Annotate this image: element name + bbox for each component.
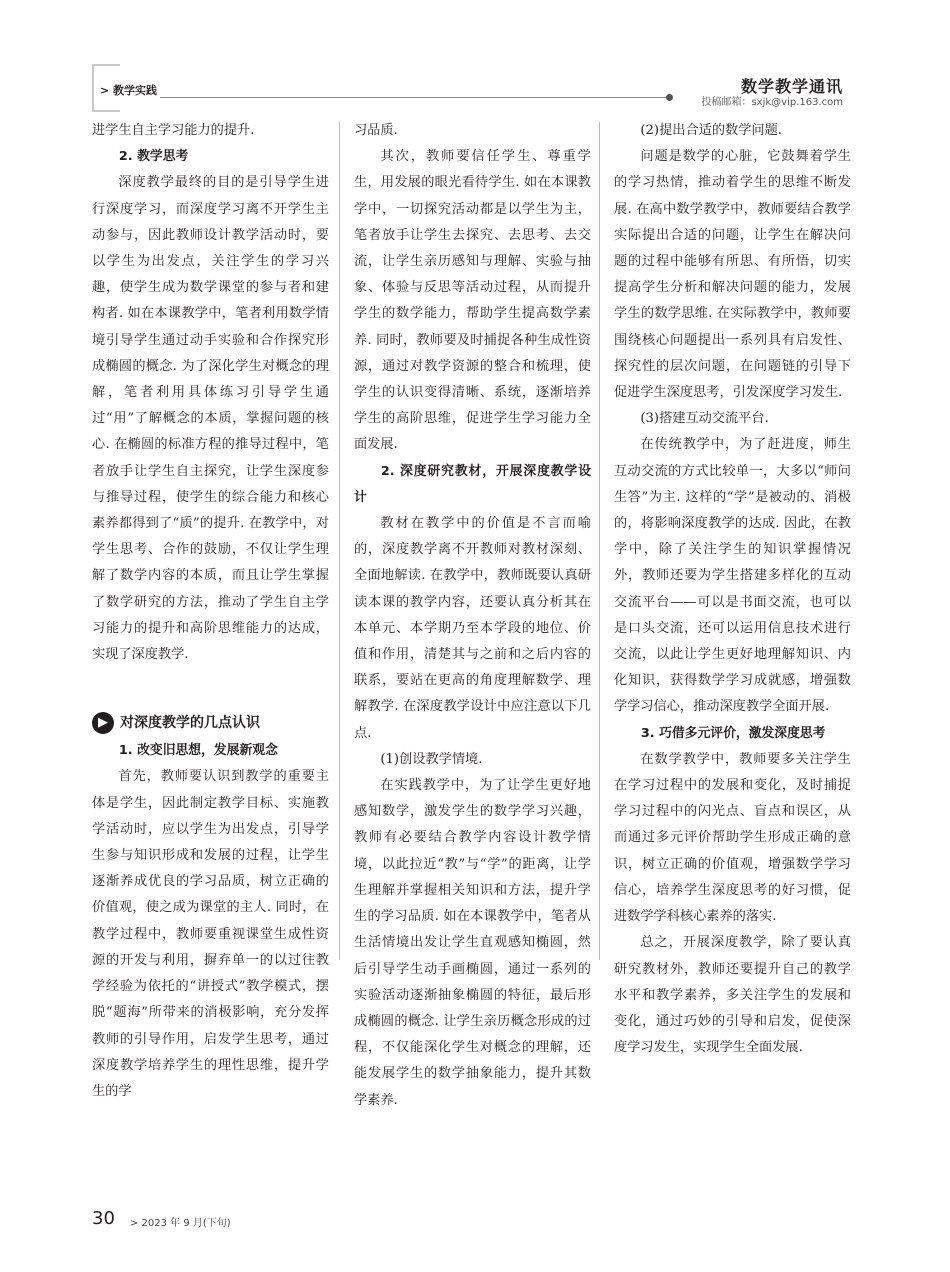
paragraph: 总之，开展深度教学，除了要认真研究教材外，教师还要提升自己的教学水平和教学素养，多关注学生的发展和变化，通过巧妙的引导和启发，促使深度学习发生，实现学生全面发展. — [614, 935, 851, 1056]
column-divider — [599, 122, 600, 960]
subheading-teaching-thinking: 2. 教学思考 — [118, 149, 189, 165]
paragraph: 问题是数学的心脏，它鼓舞着学生的学习热情，推动着学生的思维不断发展. 在高中数学教学中，教师要结合教学实际提出合适的问题，让学生在解决问题的过程中能够有所思、有所悟，切实提高学生分析和解决问题的能力，发展学生的数学思维. 在实际教学中，教师要围绕核心问题提出一系列具有启发性、探究性的层次问题，在问题链的引导下促进学生深度思考，引发深度学习发生. — [614, 149, 851, 401]
paragraph: 教材在教学中的价值是不言而喻的，深度教学离不开教师对教材深刻、全面地解读. 在教学中，教师既要认真研读本课的教学内容，还要认真分析其在本单元、本学期乃至本学段的地位、价值和作用，清楚其与之前和之后内容的联系，要站在更高的角度理解数学、理解教学. 在深度教学设计中应注意以下几点. — [354, 516, 591, 741]
paragraph: (3)搭建互动交流平台. — [640, 411, 769, 427]
subheading-2: 2. 深度研究教材，开展深度教学设计 — [354, 463, 591, 505]
subheading-3: 3. 巧借多元评价，激发深度思考 — [640, 725, 826, 741]
paragraph: (1)创设教学情境. — [380, 751, 483, 767]
paragraph: 在数学教学中，教师要多关注学生在学习过程中的发展和变化，及时捕捉学习过程中的闪光点、盲点和误区，从而通过多元评价帮助学生形成正确的意识，树立正确的价值观，增强数学学习信心，培养学生深度思考的好习惯，促进数学学科核心素养的落实. — [614, 751, 851, 925]
paragraph: 在实践教学中，为了让学生更好地感知数学，激发学生的数学学习兴趣，教师有必要结合教学内容设计教学情境，以此拉近“教”与“学”的距离，让学生理解并掌握相关知识和方法，提升学生的学习品质. 如在本课教学中，笔者从生活情境出发让学生直观感知椭圆，然后引导学生动手画椭圆，通过一系列的实验活动逐渐抽象椭圆的特征，最后形成椭圆的概念. 让学生亲历概念形成的过程，不仅能深化学生对概念的理解，还能发展学生的数学抽象能力，提升其数学素养. — [354, 778, 591, 1108]
column-1 — [92, 118, 329, 1105]
subheading-1: 1. 改变旧思想，发展新观念 — [118, 743, 278, 759]
play-circle-icon: ▶ — [92, 712, 114, 734]
section-heading — [92, 708, 329, 738]
section-title: 对深度教学的几点认识 — [120, 715, 260, 732]
paragraph: 习品质. — [354, 123, 398, 138]
paragraph: 首先，教师要认识到教学的重要主体是学生，因此制定教学目标、实施教学活动时，应以学生为出发点，引导学生参与知识形成和发展的过程，让学生逐渐养成优良的学习品质，树立正确的价值观，使之成为课堂的主人. 同时，在教学过程中，教师要重视课堂生成性资源的开发与利用，摒弃单一的以过往教学经验为依托的“讲授式”教学模式，摆脱“题海”所带来的消极影响，充分发挥教师的引导作用，启发学生思考，通过深度教学培养学生的理性思维，提升学生的学 — [92, 769, 329, 1099]
paragraph: 在传统教学中，为了赶进度，师生互动交流的方式比较单一，大多以“师问生答”为主. 这样的“学”是被动的、消极的，将影响深度教学的达成. 因此，在教学中，除了关注学生的知识掌握情况外，教师还要为学生搭建多样化的互动交流平台——可以是书面交流，也可以是口头交流，还可以运用信息技术进行交流，以此让学生更好地理解知识、内化知识，获得数学学习成就感，增强数学学习信心，推动深度教学全面开展. — [614, 437, 851, 715]
paragraph: (2)提出合适的数学问题. — [640, 123, 782, 138]
column-3 — [614, 118, 851, 1061]
submission-email: 投稿邮箱：sxjk@vip.163.com — [701, 97, 843, 108]
column-divider — [339, 122, 340, 960]
issue-date: > 2023 年 9 月(下旬) — [130, 1218, 231, 1229]
paragraph: 深度教学最终的目的是引导学生进行深度学习，而深度学习离不开学生主动参与，因此教师设计教学活动时，要以学生为出发点，关注学生的学习兴趣，使学生成为数学课堂的参与者和建构者. 如在本课教学中，笔者利用数学情境引导学生通过动手实验和合作探究形成椭圆的概念. 为了深化学生对概念的理解，笔者利用具体练习引导学生通过“用”了解概念的本质，掌握问题的核心. 在椭圆的标准方程的推导过程中，笔者放手让学生自主探究，让学生深度参与推导过程，使学生的综合能力和核心素养都得到了“质”的提升. 在教学中，对学生思考、合作的鼓励，不仅让学生理解了数学内容的本质，而且让学生掌握了数学研究的方法，推动了学生自主学习能力的提升和高阶思维能力的达成，实现了深度教学. — [92, 175, 329, 663]
paragraph: 其次，教师要信任学生、尊重学生，用发展的眼光看待学生. 如在本课教学中，一切探究活动都是以学生为主，笔者放手让学生去探究、去思考、去交流，让学生亲历感知与理解、实验与抽象、体验与反思等活动过程，从而提升学生的数学能力，帮助学生提高数学素养. 同时，教师要及时捕捉各种生成性资源，通过对教学资源的整合和梳理，使学生的认识变得清晰、系统，逐渐培养学生的高阶思维，促进学生学习能力全面发展. — [354, 149, 591, 453]
header-rule-dot — [666, 94, 673, 101]
column-2 — [354, 118, 591, 1114]
journal-title: 数学教学通讯 — [740, 77, 843, 96]
section-tag: > 教学实践 — [100, 82, 161, 98]
page-number: 30 — [92, 1208, 115, 1229]
header-rule — [160, 97, 668, 98]
paragraph: 进学生自主学习能力的提升. — [92, 123, 255, 138]
